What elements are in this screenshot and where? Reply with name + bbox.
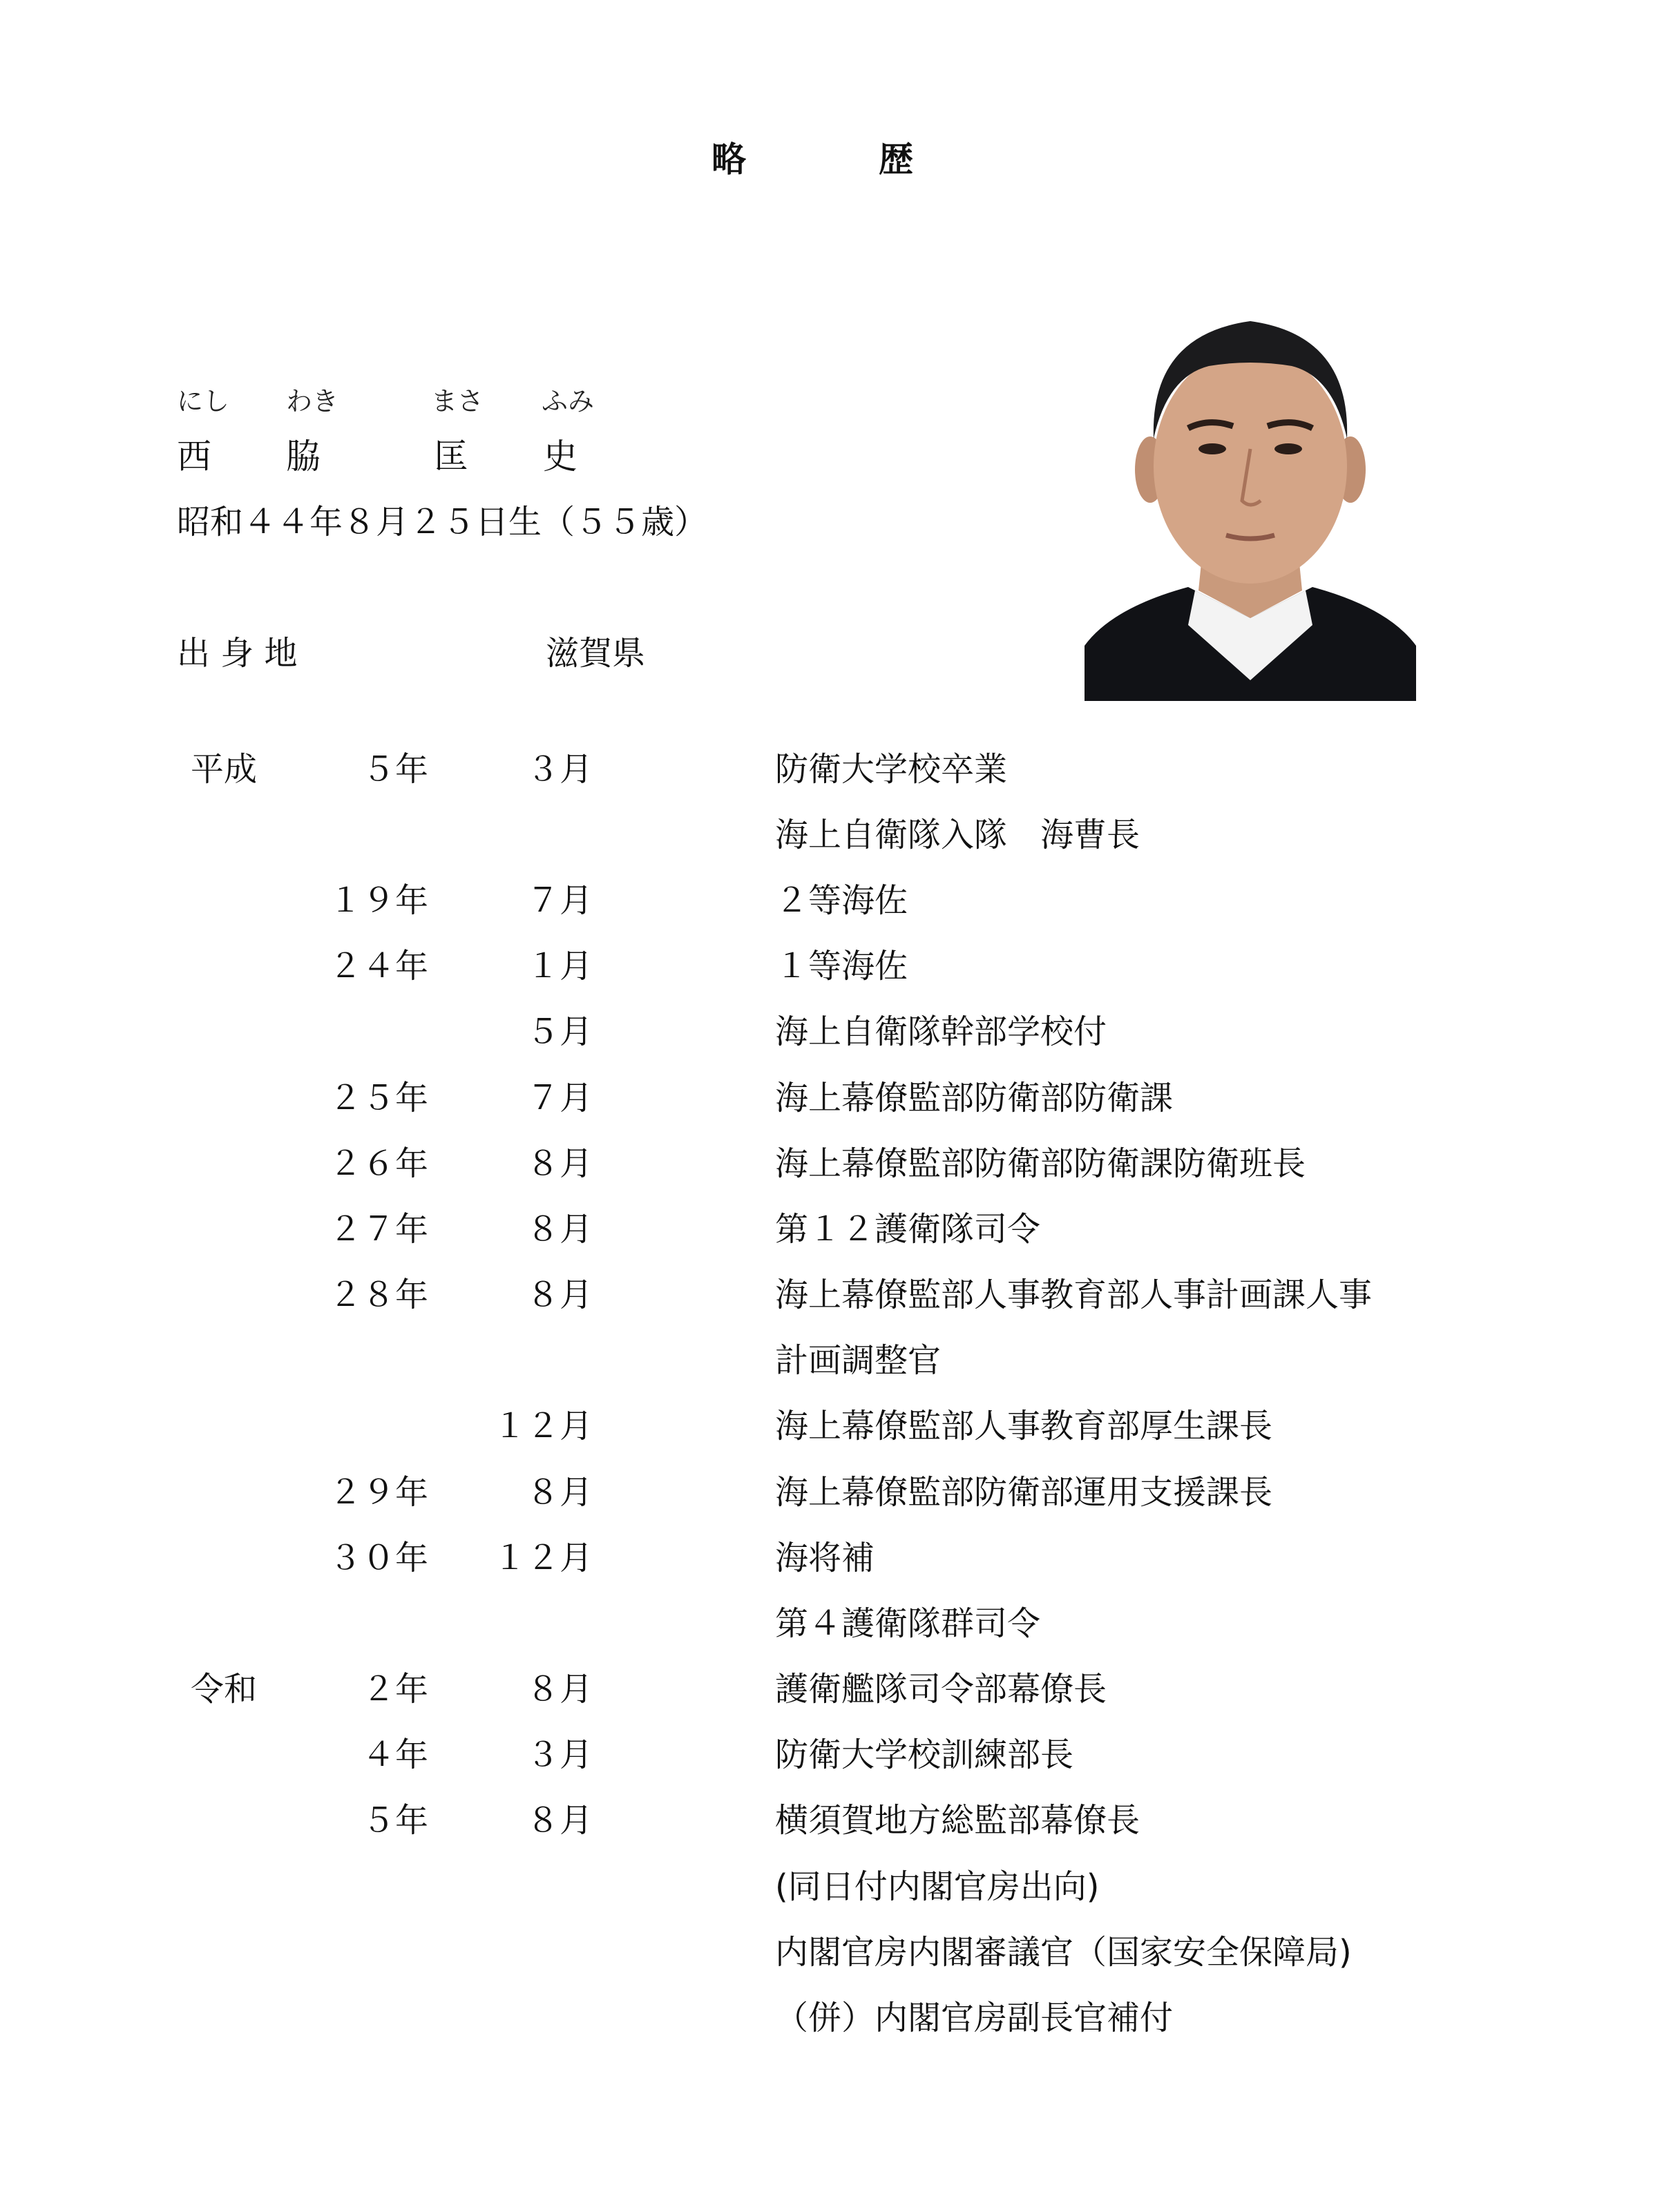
year: ２６年 xyxy=(328,1144,428,1183)
event: 海上自衛隊幹部学校付 xyxy=(775,1012,1107,1051)
page-title-char-1: 略 xyxy=(711,140,746,180)
month: ３月 xyxy=(526,750,593,789)
event: 内閣官房内閣審議官（国家安全保障局) xyxy=(775,1933,1352,1972)
name-ruby-4: ふみ xyxy=(542,386,595,416)
history-row xyxy=(0,750,1662,794)
event: 横須賀地方総監部幕僚長 xyxy=(775,1801,1140,1840)
year: ２５年 xyxy=(328,1079,428,1117)
portrait-photo xyxy=(1085,294,1416,701)
year: ４年 xyxy=(361,1735,428,1774)
history-row xyxy=(0,1144,1662,1189)
event: 海上幕僚監部人事教育部人事計画課人事 xyxy=(775,1276,1373,1314)
history-row xyxy=(0,818,1662,860)
event: 第４護衛隊群司令 xyxy=(775,1604,1041,1643)
name-char-1: 西 xyxy=(177,436,211,477)
event: 海上幕僚監部防衛部防衛課 xyxy=(775,1079,1174,1117)
year: ２９年 xyxy=(328,1473,428,1512)
event: 防衛大学校訓練部長 xyxy=(775,1735,1074,1774)
month: ７月 xyxy=(526,881,593,920)
history-row xyxy=(0,1867,1662,1912)
history-row xyxy=(0,1012,1662,1057)
year: １９年 xyxy=(328,881,428,920)
era: 令和 xyxy=(191,1670,258,1709)
event: 防衛大学校卒業 xyxy=(775,750,1008,789)
origin-label: 出 身 地 xyxy=(177,634,298,673)
event: (同日付内閣官房出向) xyxy=(775,1867,1100,1906)
event: 第１２護衛隊司令 xyxy=(775,1210,1041,1249)
month: １月 xyxy=(526,947,593,985)
month: ３月 xyxy=(526,1735,593,1774)
year: ５年 xyxy=(361,750,428,789)
history-row xyxy=(0,1933,1662,1977)
name-char-4: 史 xyxy=(543,436,577,477)
month: ８月 xyxy=(526,1801,593,1840)
history-row xyxy=(0,1278,1662,1320)
month: ８月 xyxy=(526,1670,593,1709)
era: 平成 xyxy=(191,750,258,789)
history-row xyxy=(0,1407,1662,1451)
month: ８月 xyxy=(526,1473,593,1512)
history-row xyxy=(0,1735,1662,1780)
history-row xyxy=(0,1210,1662,1254)
origin-value: 滋賀県 xyxy=(546,634,646,673)
event: 護衛艦隊司令部幕僚長 xyxy=(775,1670,1107,1709)
event: 海上幕僚監部防衛部防衛課防衛班長 xyxy=(775,1144,1306,1183)
event: １等海佐 xyxy=(775,947,908,985)
month: ８月 xyxy=(526,1276,593,1314)
month: ７月 xyxy=(526,1079,593,1117)
year: ３０年 xyxy=(328,1539,428,1577)
month: ８月 xyxy=(526,1210,593,1249)
history-row xyxy=(0,1541,1662,1583)
year: ２７年 xyxy=(328,1210,428,1249)
history-row xyxy=(0,881,1662,925)
name-ruby-2: わき xyxy=(286,386,339,416)
event: 海将補 xyxy=(775,1539,875,1577)
birth-date: 昭和４４年８月２５日生（５５歳） xyxy=(177,503,708,541)
event: 海上幕僚監部防衛部運用支援課長 xyxy=(775,1473,1273,1512)
history-row xyxy=(0,1473,1662,1517)
name-char-2: 脇 xyxy=(286,436,321,477)
month: １２月 xyxy=(493,1407,593,1445)
name-char-3: 匡 xyxy=(434,436,468,477)
month: ５月 xyxy=(526,1012,593,1051)
month: ８月 xyxy=(526,1144,593,1183)
history-row xyxy=(0,1081,1662,1123)
event: 海上自衛隊入隊 海曹長 xyxy=(775,816,1140,854)
year: ２４年 xyxy=(328,947,428,985)
history-row xyxy=(0,1341,1662,1385)
month: １２月 xyxy=(493,1539,593,1577)
history-row xyxy=(0,1670,1662,1714)
page-title-char-2: 歴 xyxy=(879,140,913,180)
history-row xyxy=(0,1604,1662,1648)
year: ２年 xyxy=(361,1670,428,1709)
history-row xyxy=(0,1801,1662,1845)
history-row xyxy=(0,947,1662,991)
event: 計画調整官 xyxy=(775,1341,942,1380)
history-row xyxy=(0,2001,1662,2043)
year: ２８年 xyxy=(328,1276,428,1314)
event: ２等海佐 xyxy=(775,881,908,920)
name-ruby-1: にし xyxy=(177,386,230,416)
event: （併）内閣官房副長官補付 xyxy=(775,1999,1174,2037)
name-ruby-3: まさ xyxy=(431,386,484,416)
year: ５年 xyxy=(361,1801,428,1840)
event: 海上幕僚監部人事教育部厚生課長 xyxy=(775,1407,1273,1445)
